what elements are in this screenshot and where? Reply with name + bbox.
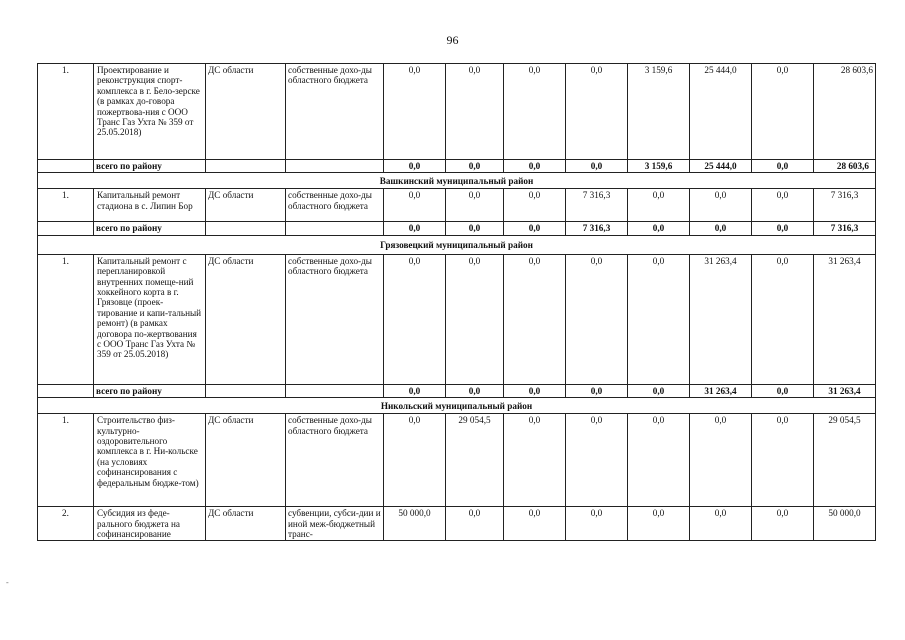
value-cell: 0,0 — [628, 189, 690, 222]
value-cell: 0,0 — [566, 254, 628, 384]
value-cell: 0,0 — [384, 384, 446, 397]
total-cell: 50 000,0 — [814, 507, 876, 541]
budget-table — [37, 63, 876, 541]
value-cell: 0,0 — [752, 160, 814, 173]
total-cell: 31 263,4 — [814, 384, 876, 397]
row-number: 1. — [38, 64, 94, 160]
value-cell: 0,0 — [690, 414, 752, 507]
funding-source: субвенции, субси-дии и иной меж-бюджетный транс- — [286, 507, 384, 541]
total-label: всего по району — [94, 384, 206, 397]
margin-mark: - — [6, 578, 9, 587]
value-cell: 25 444,0 — [690, 64, 752, 160]
value-cell: 0,0 — [628, 222, 690, 235]
value-cell: 0,0 — [384, 414, 446, 507]
total-cell: 31 263,4 — [814, 254, 876, 384]
value-cell: 7 316,3 — [566, 222, 628, 235]
total-cell: 7 316,3 — [814, 189, 876, 222]
table-row — [38, 64, 876, 160]
value-cell: 3 159,6 — [628, 64, 690, 160]
funding-source: собственные дохо-ды областного бюджета — [286, 414, 384, 507]
value-cell: 0,0 — [566, 414, 628, 507]
organization: ДС области — [206, 189, 286, 222]
district-total-row — [38, 222, 876, 235]
object-name: Капитальный ремонт с перепланировкой внутренних помеще-ний хоккейного корта в г. Грязовце (проек-тирование и капи-тальный ремонт) (в рамках договора по-жертвования с ООО Транс Газ Ухта № 359 от 25.05.2018) — [94, 254, 206, 384]
value-cell: 0,0 — [628, 254, 690, 384]
organization: ДС области — [206, 414, 286, 507]
value-cell: 0,0 — [446, 254, 504, 384]
value-cell: 0,0 — [566, 384, 628, 397]
object-name: Строительство физ-культурно-оздоровительного комплекса в г. Ни-кольске (на условиях софинансирования с федеральным бюдже-том) — [94, 414, 206, 507]
value-cell: 0,0 — [628, 507, 690, 541]
value-cell: 31 263,4 — [690, 384, 752, 397]
funding-source: собственные дохо-ды областного бюджета — [286, 189, 384, 222]
value-cell: 0,0 — [628, 414, 690, 507]
district-header-row — [38, 235, 876, 254]
total-cell: 28 603,6 — [814, 160, 876, 173]
value-cell: 0,0 — [446, 64, 504, 160]
value-cell: 0,0 — [628, 384, 690, 397]
value-cell: 0,0 — [504, 384, 566, 397]
page-number: 96 — [446, 33, 459, 47]
value-cell: 0,0 — [566, 160, 628, 173]
value-cell: 0,0 — [384, 254, 446, 384]
value-cell: 0,0 — [504, 222, 566, 235]
value-cell: 0,0 — [446, 189, 504, 222]
value-cell: 0,0 — [566, 64, 628, 160]
row-number: 1. — [38, 189, 94, 222]
organization: ДС области — [206, 64, 286, 160]
funding-source: собственные дохо-ды областного бюджета — [286, 254, 384, 384]
value-cell: 31 263,4 — [690, 254, 752, 384]
value-cell: 0,0 — [690, 222, 752, 235]
table-row — [38, 254, 876, 384]
value-cell: 50 000,0 — [384, 507, 446, 541]
district-header-row — [38, 398, 876, 414]
value-cell: 0,0 — [446, 160, 504, 173]
value-cell: 0,0 — [566, 507, 628, 541]
total-cell: 29 054,5 — [814, 414, 876, 507]
object-name: Субсидия из феде-рального бюджета на софинансирование — [94, 507, 206, 541]
district-total-row — [38, 160, 876, 173]
value-cell: 0,0 — [446, 507, 504, 541]
funding-source: собственные дохо-ды областного бюджета — [286, 64, 384, 160]
row-number: 1. — [38, 254, 94, 384]
district-total-row — [38, 384, 876, 397]
value-cell: 0,0 — [384, 222, 446, 235]
object-name: Капитальный ремонт стадиона в с. Липин Бор — [94, 189, 206, 222]
district-header-row — [38, 173, 876, 189]
value-cell: 0,0 — [384, 64, 446, 160]
value-cell: 0,0 — [752, 254, 814, 384]
value-cell: 0,0 — [504, 160, 566, 173]
value-cell: 25 444,0 — [690, 160, 752, 173]
value-cell: 0,0 — [752, 64, 814, 160]
district-title: Вашкинский муниципальный район — [38, 173, 876, 189]
district-title: Никольский муниципальный район — [38, 398, 876, 414]
value-cell: 0,0 — [752, 384, 814, 397]
value-cell: 0,0 — [446, 384, 504, 397]
value-cell: 0,0 — [752, 189, 814, 222]
object-name: Проектирование и реконструкция спорт-комплекса в г. Бело-зерске (в рамках до-говора пожертвова-ния с ООО Транс Газ Ухта № 359 от 25.05.2018) — [94, 64, 206, 160]
value-cell: 0,0 — [384, 160, 446, 173]
table-row — [38, 414, 876, 507]
total-label: всего по району — [94, 222, 206, 235]
value-cell: 0,0 — [504, 189, 566, 222]
total-cell: 7 316,3 — [814, 222, 876, 235]
value-cell: 0,0 — [752, 507, 814, 541]
total-label: всего по району — [94, 160, 206, 173]
table-row — [38, 507, 876, 541]
table-row — [38, 189, 876, 222]
value-cell: 29 054,5 — [446, 414, 504, 507]
value-cell: 0,0 — [504, 507, 566, 541]
value-cell: 0,0 — [752, 414, 814, 507]
value-cell: 0,0 — [504, 64, 566, 160]
total-cell: 28 603,6 — [814, 64, 876, 160]
organization: ДС области — [206, 507, 286, 541]
value-cell: 0,0 — [752, 222, 814, 235]
row-number: 2. — [38, 507, 94, 541]
value-cell: 0,0 — [690, 189, 752, 222]
value-cell: 0,0 — [384, 189, 446, 222]
value-cell: 0,0 — [690, 507, 752, 541]
value-cell: 0,0 — [504, 414, 566, 507]
value-cell: 0,0 — [446, 222, 504, 235]
value-cell: 3 159,6 — [628, 160, 690, 173]
value-cell: 7 316,3 — [566, 189, 628, 222]
value-cell: 0,0 — [504, 254, 566, 384]
district-title: Грязовецкий муниципальный район — [38, 235, 876, 254]
organization: ДС области — [206, 254, 286, 384]
row-number: 1. — [38, 414, 94, 507]
